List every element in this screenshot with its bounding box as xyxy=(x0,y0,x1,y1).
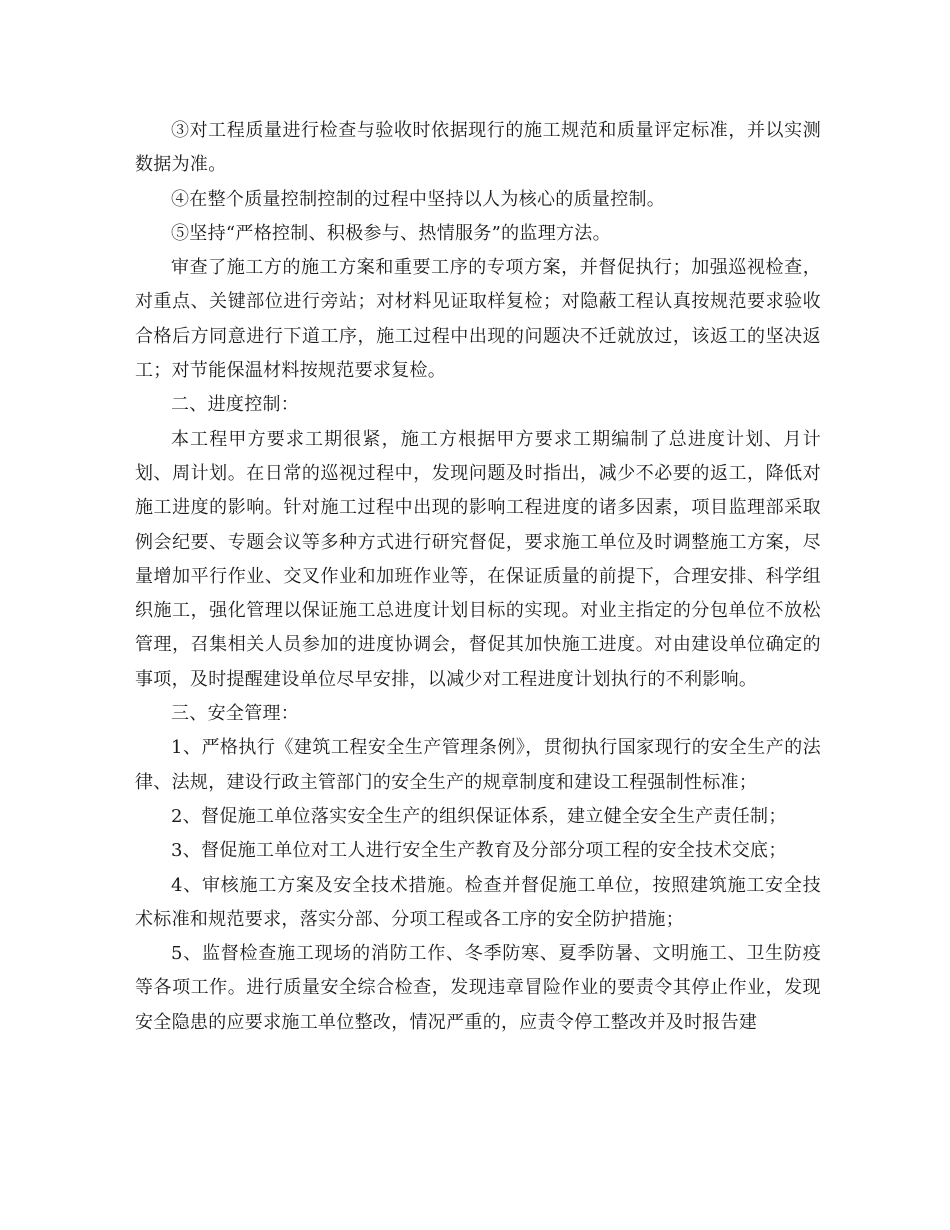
safety-item-1: 1、严格执行《建筑工程安全生产管理条例》，贯彻执行国家现行的安全生产的法律、法规，建设行政主管部门的安全生产的规章制度和建设工程强制性标准； xyxy=(135,737,821,793)
safety-item-3: 3、督促施工单位对工人进行安全生产教育及分部分项工程的安全技术交底； xyxy=(171,840,787,862)
quality-item-5: ⑤坚持“严格控制、积极参与、热情服务”的监理方法。 xyxy=(171,222,611,244)
quality-review-paragraph: 审查了施工方的施工方案和重要工序的专项方案，并督促执行；加强巡视检查，对重点、关键部位进行旁站；对材料见证取样复检；对隐蔽工程认真按规范要求验收合格后方同意进行下道工序，施工过程中出现的问题决不迁就放过，该返工的坚决返工；对节能保温材料按规范要求复检。 xyxy=(135,257,821,382)
safety-item-4: 4、审核施工方案及安全技术措施。检查并督促施工单位，按照建筑施工安全技术标准和规范要求，落实分部、分项工程或各工序的安全防护措施； xyxy=(135,874,821,930)
progress-control-paragraph: 本工程甲方要求工期很紧，施工方根据甲方要求工期编制了总进度计划、月计划、周计划。在日常的巡视过程中，发现问题及时指出，减少不必要的返工，降低对施工进度的影响。针对施工过程中出现的影响工程进度的诸多因素，项目监理部采取例会纪要、专题会议等多种方式进行研究督促，要求施工单位及时调整施工方案，尽量增加平行作业、交叉作业和加班作业等，在保证质量的前提下，合理安排、科学组织施工，强化管理以保证施工总进度计划目标的实现。对业主指定的分包单位不放松管理，召集相关人员参加的进度协调会，督促其加快施工进度。对由建设单位确定的事项，及时提醒建设单位尽早安排，以减少对工程进度计划执行的不利影响。 xyxy=(135,428,821,690)
document-body xyxy=(135,114,821,1040)
section-heading-progress-control: 二、进度控制： xyxy=(171,394,300,416)
quality-item-3: ③对工程质量进行检查与验收时依据现行的施工规范和质量评定标准，并以实测数据为准。 xyxy=(135,120,821,176)
safety-item-5: 5、监督检查施工现场的消防工作、冬季防寒、夏季防暑、文明施工、卫生防疫等各项工作。进行质量安全综合检查，发现违章冒险作业的要责令其停止作业，发现安全隐患的应要求施工单位整改，情况严重的，应责令停工整改并及时报告建 xyxy=(135,943,821,1033)
quality-item-4: ④在整个质量控制控制的过程中坚持以人为核心的质量控制。 xyxy=(171,188,666,210)
section-heading-safety-management: 三、安全管理： xyxy=(171,703,300,725)
safety-item-2: 2、督促施工单位落实安全生产的组织保证体系，建立健全安全生产责任制； xyxy=(171,805,787,827)
